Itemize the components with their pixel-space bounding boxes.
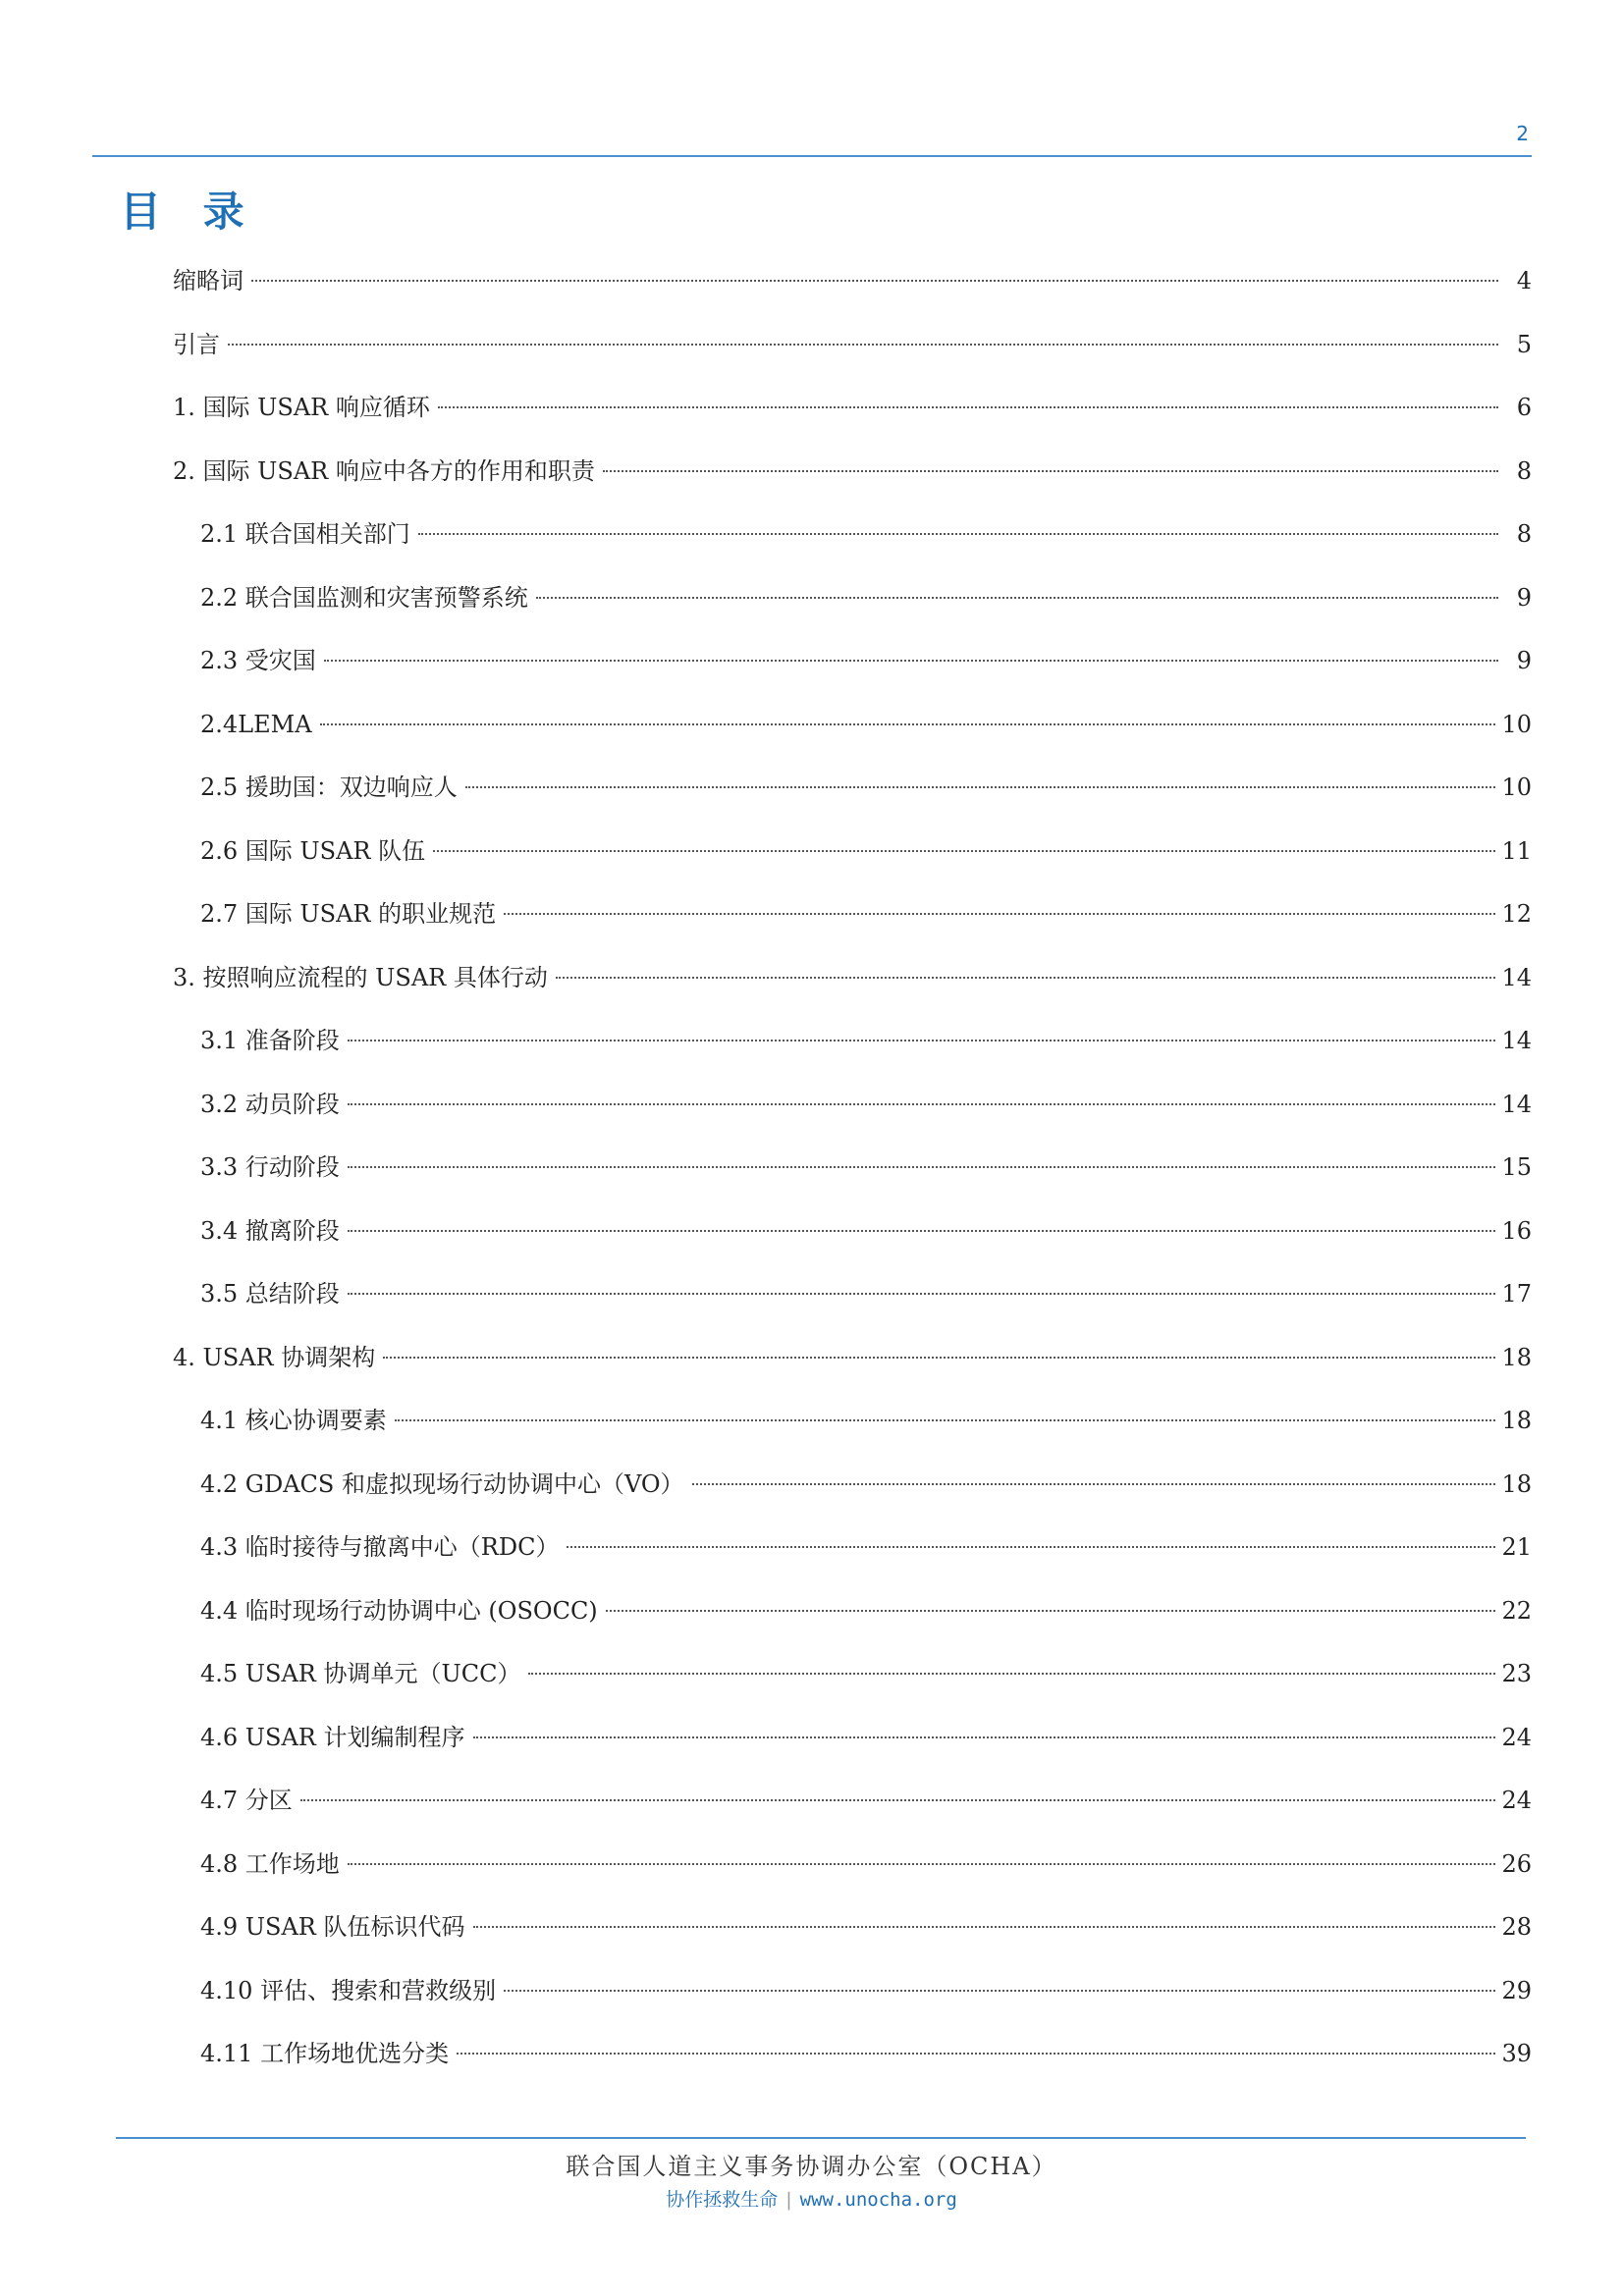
toc-dot-leader <box>348 1040 1496 1041</box>
toc-entry-label: 2.1 联合国相关部门 <box>200 520 410 548</box>
toc-entry-section-4-8[interactable] <box>173 1842 1532 1906</box>
toc-dot-leader <box>567 1546 1495 1548</box>
toc-dot-leader <box>528 1673 1495 1675</box>
toc-entry-section-2-3[interactable] <box>173 639 1532 703</box>
toc-dot-leader <box>395 1419 1496 1421</box>
toc-dot-leader <box>228 344 1498 346</box>
toc-entry-page: 6 <box>1516 394 1532 421</box>
toc-entry-label: 3.1 准备阶段 <box>200 1027 340 1054</box>
toc-entry-section-2[interactable] <box>173 450 1532 513</box>
toc-entry-page: 16 <box>1501 1216 1532 1245</box>
toc-entry-section-4-9[interactable] <box>173 1905 1532 1969</box>
toc-dot-leader <box>438 406 1498 408</box>
toc-entry-introduction[interactable] <box>173 323 1532 387</box>
toc-dot-leader <box>300 1799 1496 1801</box>
toc-entry-label: 3.5 总结阶段 <box>200 1280 340 1308</box>
toc-entry-page: 9 <box>1516 583 1532 612</box>
toc-entry-label: 2. 国际 USAR 响应中各方的作用和职责 <box>173 456 595 485</box>
toc-entry-label: 4.7 分区 <box>200 1787 293 1814</box>
toc-entry-label: 3.4 撤离阶段 <box>200 1216 340 1245</box>
toc-dot-leader <box>603 470 1498 472</box>
toc-entry-label: 4.2 GDACS 和虚拟现场行动协调中心（VO） <box>200 1469 684 1498</box>
toc-entry-section-2-1[interactable] <box>173 512 1532 576</box>
toc-entry-section-4-7[interactable] <box>173 1779 1532 1842</box>
footer-divider <box>116 2137 1526 2139</box>
toc-entry-abbreviations[interactable] <box>173 259 1532 323</box>
toc-entry-page: 8 <box>1516 456 1532 485</box>
toc-entry-page: 24 <box>1501 1787 1532 1814</box>
header-divider <box>92 155 1532 157</box>
toc-entry-label: 4.3 临时接待与撤离中心（RDC） <box>200 1533 560 1561</box>
toc-entry-section-2-6[interactable] <box>173 829 1532 893</box>
toc-entry-section-2-7[interactable] <box>173 892 1532 956</box>
toc-entry-section-3-1[interactable] <box>173 1019 1532 1083</box>
toc-dot-leader <box>504 913 1495 915</box>
toc-entry-label: 引言 <box>173 330 220 358</box>
toc-entry-page: 23 <box>1501 1660 1532 1687</box>
toc-entry-page: 15 <box>1501 1153 1532 1181</box>
toc-entry-page: 26 <box>1501 1849 1532 1878</box>
toc-entry-page: 14 <box>1501 1027 1532 1054</box>
toc-entry-label: 4.10 评估、搜索和营救级别 <box>200 1976 497 2004</box>
footer-tagline-line <box>0 2185 1623 2212</box>
footer-tagline: 协作拯救生命 <box>666 2189 779 2211</box>
toc-entry-section-3-4[interactable] <box>173 1209 1532 1273</box>
toc-entry-page: 12 <box>1501 900 1532 928</box>
toc-dot-leader <box>348 1293 1496 1295</box>
toc-entry-section-3-5[interactable] <box>173 1272 1532 1336</box>
toc-title: 目 录 <box>120 187 258 236</box>
toc-entry-label: 3.2 动员阶段 <box>200 1090 340 1118</box>
toc-dot-leader <box>348 1230 1496 1232</box>
page-number: 2 <box>1516 122 1529 145</box>
toc-entry-label: 2.3 受灾国 <box>200 647 316 674</box>
toc-entry-label: 2.7 国际 USAR 的职业规范 <box>200 900 497 928</box>
toc-entry-section-2-2[interactable] <box>173 576 1532 640</box>
toc-entry-section-1[interactable] <box>173 386 1532 450</box>
toc-entry-label: 2.5 援助国：双边响应人 <box>200 774 458 801</box>
footer-organization: 联合国人道主义事务协调办公室（OCHA） <box>566 2153 1057 2180</box>
toc-dot-leader <box>433 850 1495 852</box>
toc-entry-section-4-4[interactable] <box>173 1589 1532 1653</box>
toc-entry-label: 4.11 工作场地优选分类 <box>200 2040 450 2067</box>
toc-dot-leader <box>320 723 1496 725</box>
toc-entry-section-4-3[interactable] <box>173 1525 1532 1589</box>
toc-entry-label: 4.1 核心协调要素 <box>200 1407 387 1434</box>
toc-dot-leader <box>418 533 1498 535</box>
toc-entry-page: 17 <box>1501 1280 1532 1308</box>
toc-entry-page: 9 <box>1516 647 1532 674</box>
toc-entry-section-4[interactable] <box>173 1336 1532 1400</box>
toc-dot-leader <box>504 1990 1495 1992</box>
toc-entry-label: 3.3 行动阶段 <box>200 1153 340 1181</box>
toc-entry-page: 18 <box>1501 1407 1532 1434</box>
toc-entry-page: 4 <box>1516 267 1532 294</box>
toc-entry-section-4-2[interactable] <box>173 1463 1532 1526</box>
toc-entry-label: 4.6 USAR 计划编制程序 <box>200 1723 465 1751</box>
toc-dot-leader <box>457 2053 1495 2055</box>
toc-entry-section-2-5[interactable] <box>173 766 1532 829</box>
toc-entry-label: 2.2 联合国监测和灾害预警系统 <box>200 583 528 612</box>
toc-dot-leader <box>536 597 1498 599</box>
toc-dot-leader <box>473 1736 1496 1738</box>
toc-entry-section-4-10[interactable] <box>173 1969 1532 2033</box>
toc-entry-label: 3. 按照响应流程的 USAR 具体行动 <box>173 963 548 991</box>
toc-entry-page: 24 <box>1501 1723 1532 1751</box>
toc-entry-page: 22 <box>1501 1596 1532 1625</box>
toc-dot-leader <box>473 1926 1496 1928</box>
toc-entry-label: 1. 国际 USAR 响应循环 <box>173 394 430 421</box>
toc-dot-leader <box>383 1357 1495 1359</box>
toc-dot-leader <box>556 977 1496 979</box>
toc-entry-label: 缩略词 <box>173 267 243 294</box>
toc-entry-page: 11 <box>1501 836 1532 865</box>
toc-entry-page: 29 <box>1501 1976 1532 2004</box>
toc-dot-leader <box>348 1863 1496 1865</box>
toc-dot-leader <box>251 280 1498 282</box>
footer-url-link[interactable]: www.unocha.org <box>799 2189 957 2211</box>
toc-entry-page: 8 <box>1516 520 1532 548</box>
toc-entry-page: 14 <box>1501 1090 1532 1118</box>
toc-entry-label: 2.6 国际 USAR 队伍 <box>200 836 426 865</box>
toc-entry-page: 18 <box>1501 1343 1532 1371</box>
toc-entry-page: 18 <box>1501 1469 1532 1498</box>
toc-entry-label: 4.5 USAR 协调单元（UCC） <box>200 1660 521 1687</box>
toc-dot-leader <box>465 786 1496 788</box>
toc-entry-label: 2.4LEMA <box>200 710 312 738</box>
toc-dot-leader <box>348 1166 1496 1168</box>
toc-entry-page: 39 <box>1501 2040 1532 2067</box>
toc-entry-label: 4. USAR 协调架构 <box>173 1343 376 1371</box>
toc-entry-page: 28 <box>1501 1913 1532 1941</box>
toc-entry-section-2-4[interactable] <box>173 703 1532 767</box>
toc-entry-label: 4.8 工作场地 <box>200 1849 340 1878</box>
toc-dot-leader <box>692 1483 1496 1485</box>
toc-entry-label: 4.4 临时现场行动协调中心 (OSOCC) <box>200 1596 598 1625</box>
toc-dot-leader <box>606 1610 1496 1612</box>
footer-separator: | <box>785 2189 792 2211</box>
toc-entry-section-4-5[interactable] <box>173 1652 1532 1716</box>
toc-entry-page: 14 <box>1501 963 1532 991</box>
toc-dot-leader <box>348 1103 1496 1105</box>
toc-entry-section-4-11[interactable] <box>173 2032 1532 2096</box>
toc-entry-label: 4.9 USAR 队伍标识代码 <box>200 1913 465 1941</box>
toc-entry-section-4-1[interactable] <box>173 1399 1532 1463</box>
toc-entry-section-3-2[interactable] <box>173 1083 1532 1147</box>
toc-entry-section-4-6[interactable] <box>173 1716 1532 1780</box>
table-of-contents <box>173 259 1532 2096</box>
toc-entry-page: 10 <box>1501 710 1532 738</box>
toc-entry-section-3-3[interactable] <box>173 1146 1532 1209</box>
toc-dot-leader <box>324 660 1498 662</box>
toc-entry-page: 21 <box>1501 1533 1532 1561</box>
toc-entry-page: 5 <box>1516 330 1532 358</box>
toc-entry-page: 10 <box>1501 774 1532 801</box>
toc-entry-section-3[interactable] <box>173 956 1532 1020</box>
